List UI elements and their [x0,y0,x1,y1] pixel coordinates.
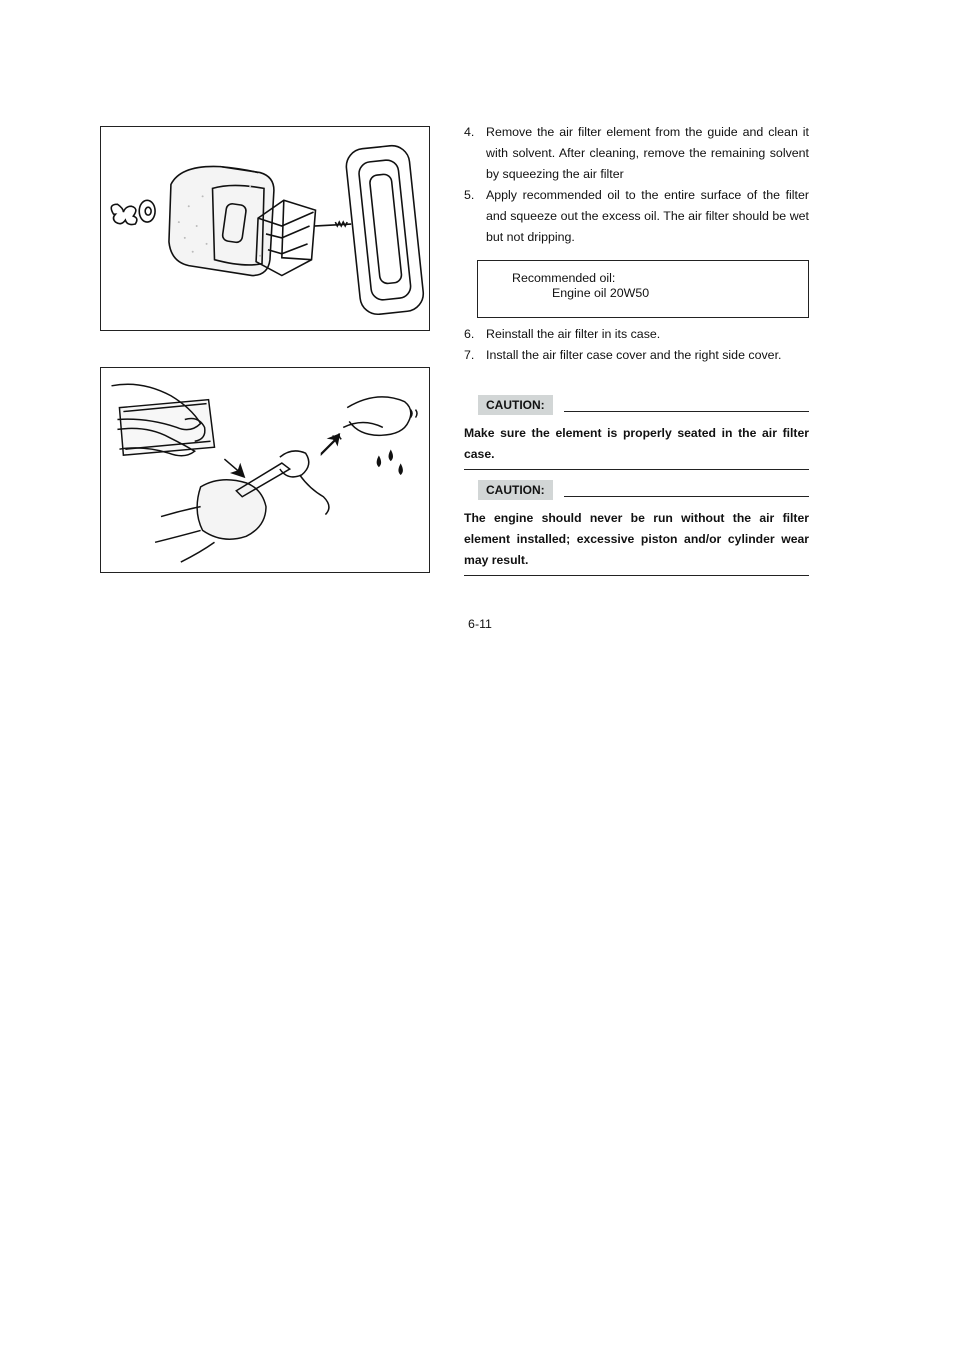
caution-block-seating [464,395,809,470]
step-4 [464,122,809,185]
steps-list-bottom [464,324,809,366]
step-5 [464,185,809,248]
caution-tag: CAUTION: [478,395,553,415]
page-number: 6-11 [468,617,492,631]
caution-block-engine [464,480,809,576]
step-number: 6. [464,327,475,341]
step-7 [464,345,809,366]
caution-rule [564,411,809,412]
caution-rule [564,496,809,497]
caution-end-rule [464,469,809,470]
step-number: 7. [464,348,475,362]
step-text: Install the air filter case cover and the right side cover. [486,348,782,362]
recommended-oil-box [477,260,809,318]
step-number: 5. [464,188,475,202]
air-filter-exploded-drawing [101,127,429,330]
caution-tag: CAUTION: [478,480,553,500]
steps-list-top [464,122,809,248]
step-text: Remove the air filter element from the guide and clean it with solvent. After cleaning, remove the remaining solvent by squeezing the air filter [486,125,809,181]
caution-text: The engine should never be run without the air filter element installed; excessive piston and/or cylinder wear may result. [464,511,809,567]
step-text: Reinstall the air filter in its case. [486,327,661,341]
step-text: Apply recommended oil to the entire surface of the filter and squeeze out the excess oil. The air filter should be wet but not dripping. [486,188,809,244]
caution-text: Make sure the element is properly seated in the air filter case. [464,426,809,461]
filter-cleaning-illustration [100,367,430,573]
caution-header [464,480,809,500]
recommended-oil-label: Recommended oil: [512,271,616,285]
step-number: 4. [464,125,475,139]
step-6 [464,324,809,345]
filter-cleaning-drawing [101,368,429,572]
caution-end-rule [464,575,809,576]
air-filter-exploded-illustration [100,126,430,331]
recommended-oil-value: Engine oil 20W50 [552,286,650,300]
caution-header [464,395,809,415]
